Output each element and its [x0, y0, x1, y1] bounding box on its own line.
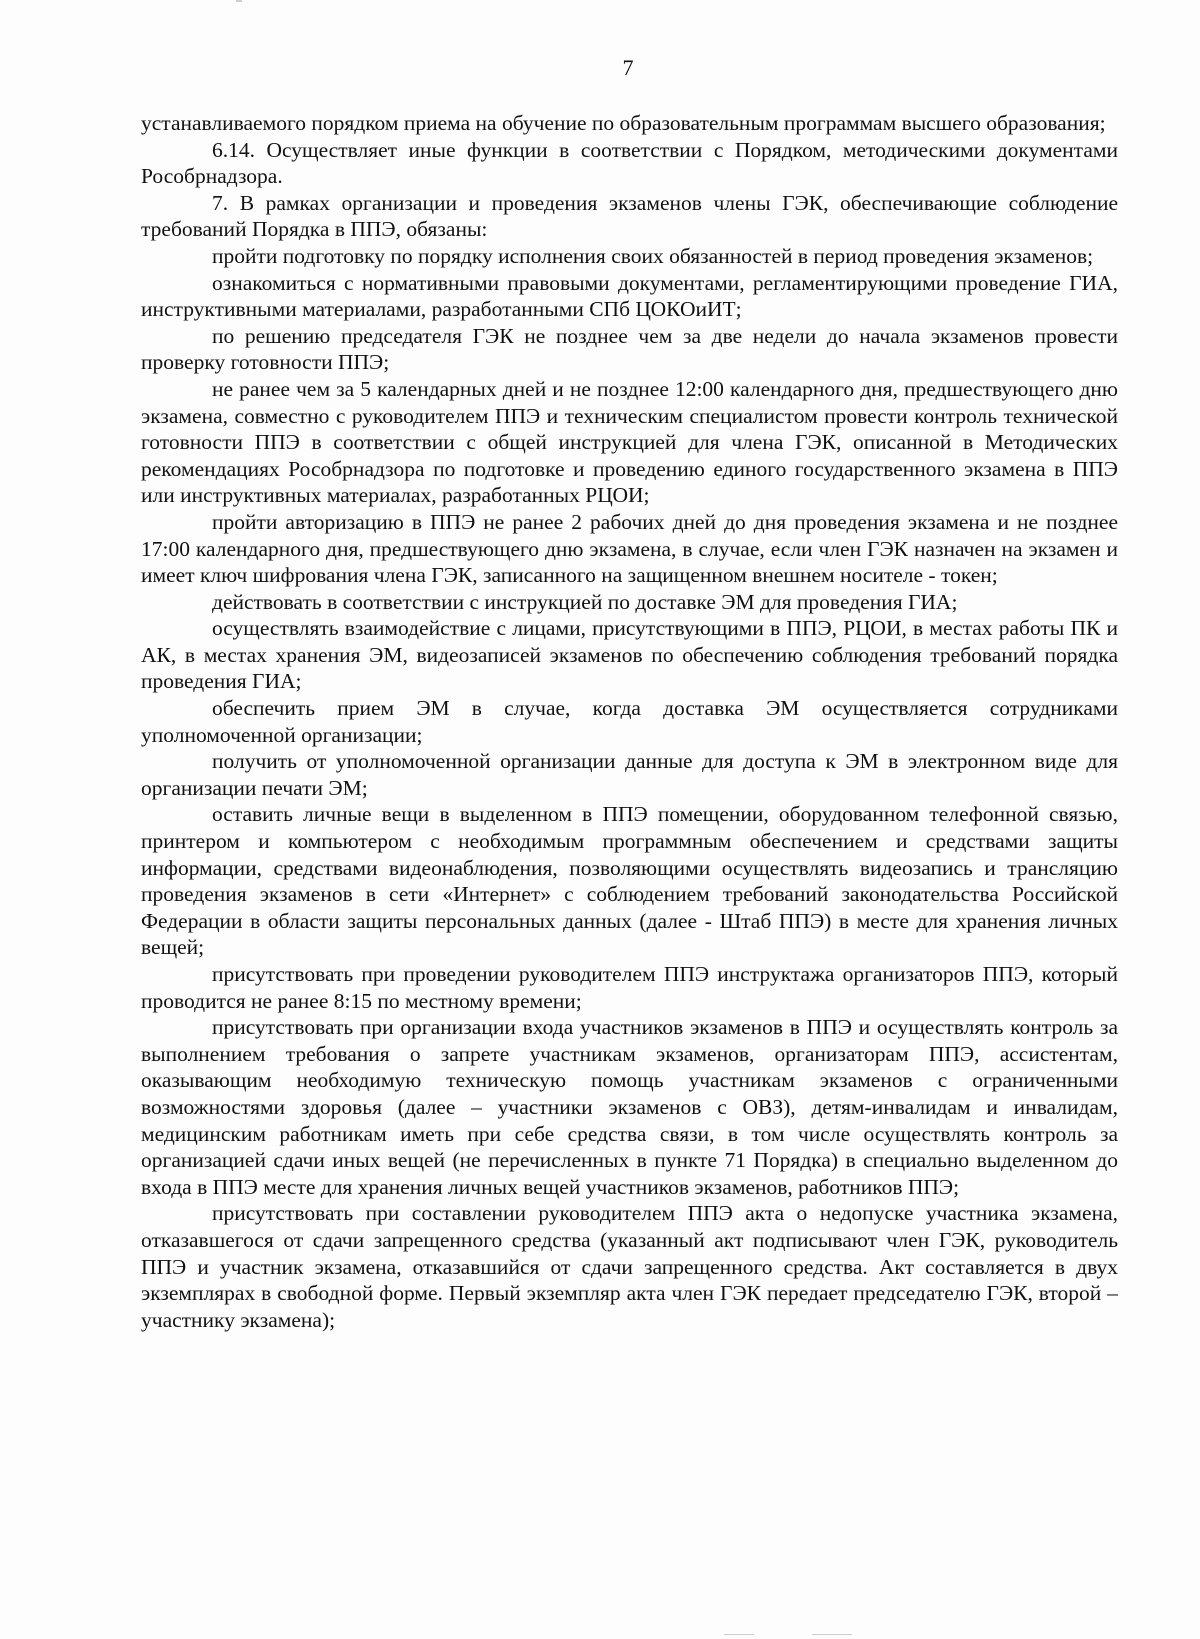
duty-item: осуществлять взаимодействие с лицами, присутствующими в ППЭ, РЦОИ, в местах работы ПК и АК, в местах хранения ЭМ, видеозаписей экзаменов по обеспечению соблюдения требований порядка проведения ГИА;: [141, 616, 1118, 694]
duty-item: обеспечить прием ЭМ в случае, когда доставка ЭМ осуществляется сотрудниками уполномоченной организации;: [141, 696, 1118, 747]
document-body: [141, 110, 1118, 1333]
duty-item: по решению председателя ГЭК не позднее чем за две недели до начала экзаменов провести проверку готовности ППЭ;: [141, 323, 1118, 375]
scan-artifact: [236, 0, 242, 2]
duty-item: действовать в соответствии с инструкцией по доставке ЭМ для проведения ГИА;: [212, 589, 958, 614]
paragraph-6-14: 6.14. Осуществляет иные функции в соответствии с Порядком, методическими документами Рособрнадзора.: [141, 137, 1118, 189]
scan-artifact: [724, 1634, 754, 1635]
duty-item: ознакомиться с нормативными правовыми документами, регламентирующими проведение ГИА, инструктивными материалами, разработанными СПб ЦОКОиИТ;: [141, 270, 1118, 322]
paragraph-continuation: устанавливаемого порядком приема на обучение по образовательным программам высшего образования;: [141, 111, 1106, 135]
duty-item: не ранее чем за 5 календарных дней и не позднее 12:00 календарного дня, предшествующего дню экзамена, совместно с руководителем ППЭ и техническим специалистом провести контроль технической готовности ППЭ в соответствии с общей инструкцией для члена ГЭК, описанной в Методических рекомендациях Рособрнадзора по подготовке и проведению единого государственного экзамена в ППЭ или инструктивных материалах, разработанных РЦОИ;: [141, 376, 1118, 508]
duty-item: оставить личные вещи в выделенном в ППЭ помещении, оборудованном телефонной связью, принтером и компьютером с необходимым программным обеспечением и средствами защиты информации, средствами видеонаблюдения, позволяющими осуществлять видеозапись и трансляцию проведения экзаменов в сети «Интернет» с соблюдением требований законодательства Российской Федерации в области защиты персональных данных (далее - Штаб ППЭ) в месте для хранения личных вещей;: [141, 802, 1118, 960]
scan-artifact: [812, 1634, 852, 1635]
paragraph-7: 7. В рамках организации и проведения экзаменов члены ГЭК, обеспечивающие соблюдение требований Порядка в ППЭ, обязаны:: [141, 190, 1118, 242]
duty-item: пройти авторизацию в ППЭ не ранее 2 рабочих дней до дня проведения экзамена и не позднее 17:00 календарного дня, предшествующего дню экзамена, в случае, если член ГЭК назначен на экзамен и имеет ключ шифрования члена ГЭК, записанного на защищенном внешнем носителе - токен;: [141, 509, 1118, 588]
page-number: 7: [622, 55, 634, 80]
duty-item: присутствовать при составлении руководителем ППЭ акта о недопуске участника экзамена, отказавшегося от сдачи запрещенного средства (указанный акт подписывают член ГЭК, руководитель ППЭ и участник экзамена, отказавшийся от сдачи запрещенного средства. Акт составляется в двух экземплярах в свободной форме. Первый экземпляр акта член ГЭК передает председателю ГЭК, второй – участнику экзамена);: [141, 1201, 1118, 1332]
duty-item: присутствовать при организации входа участников экзаменов в ППЭ и осуществлять контроль за выполнением требования о запрете участникам экзаменов, организаторам ППЭ, ассистентам, оказывающим необходимую техническую помощь участникам экзаменов с ограниченными возможностями здоровья (далее – участники экзаменов с ОВЗ), детям-инвалидам и инвалидам, медицинским работникам иметь при себе средства связи, в том числе осуществлять контроль за организацией сдачи иных вещей (не перечисленных в пункте 71 Порядка) в специально выделенном до входа в ППЭ месте для хранения личных вещей участников экзаменов, работников ППЭ;: [141, 1015, 1118, 1199]
duty-item: получить от уполномоченной организации данные для доступа к ЭМ в электронном виде для организации печати ЭМ;: [141, 749, 1118, 800]
duty-item: пройти подготовку по порядку исполнения своих обязанностей в период проведения экзаменов;: [212, 243, 1094, 268]
duty-item: присутствовать при проведении руководителем ППЭ инструктажа организаторов ППЭ, который проводится не ранее 8:15 по местному времени;: [141, 962, 1118, 1013]
